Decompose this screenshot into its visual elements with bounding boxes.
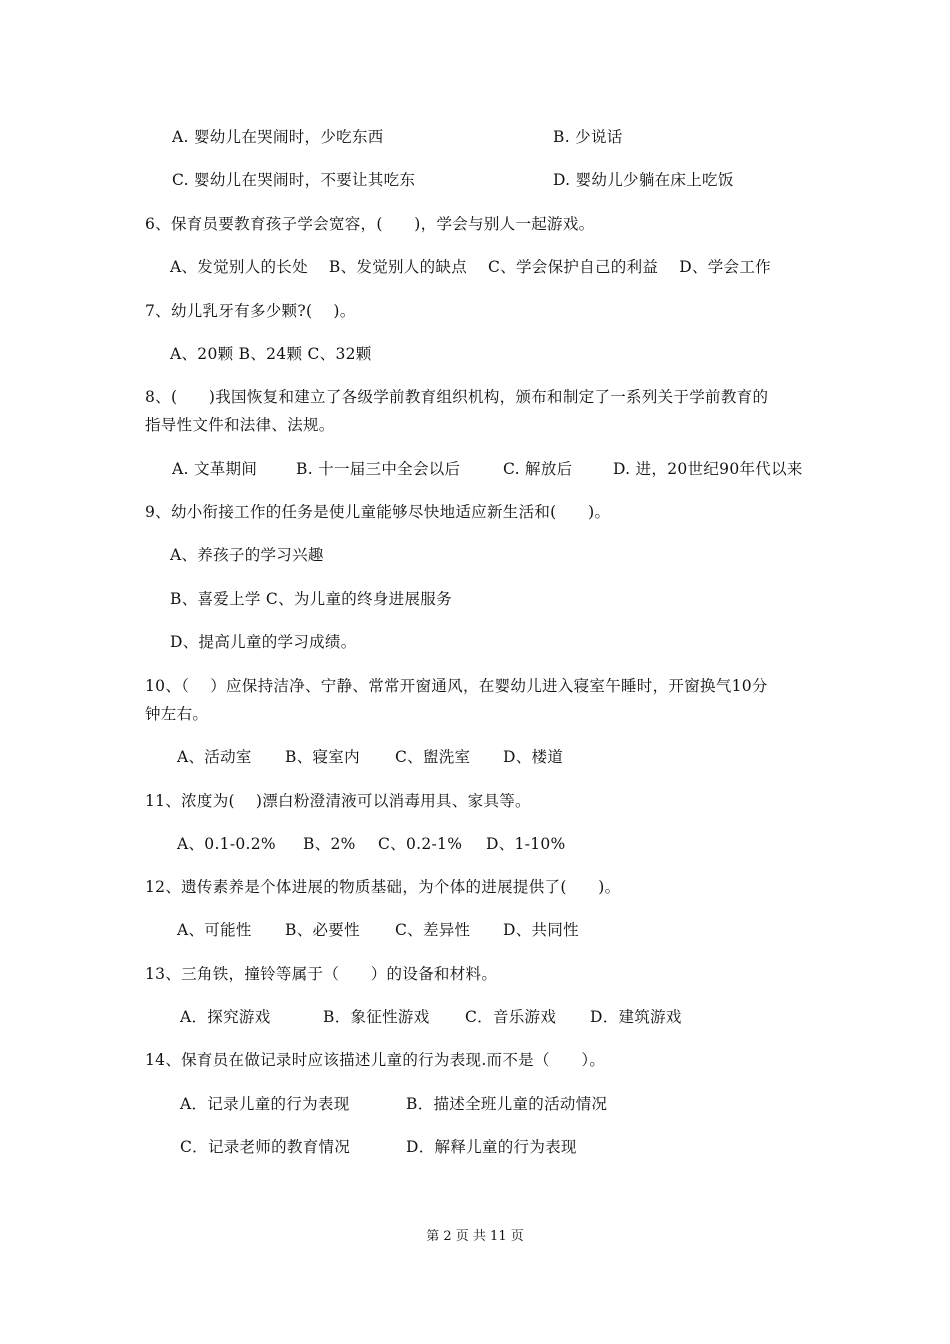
q11-option-a: A、0.1-0.2% [177,835,276,853]
q13-stem: 13、三角铁，撞铃等属于（ ）的设备和材料。 [145,965,498,983]
q10-option-b: B、寝室内 [285,748,360,766]
q14-stem: 14、保育员在做记录时应该描述儿童的行为表现.而不是（ ）。 [145,1051,606,1069]
q11-option-c: C、0.2-1% [378,835,463,853]
q9-option-d: D、提高儿童的学习成绩。 [170,633,357,651]
q7-options: A、20颗 B、24颗 C、32颗 [170,345,372,363]
q5-option-a: A. 婴幼儿在哭闹时，少吃东西 [172,128,384,146]
q8-option-b: B. 十一届三中全会以后 [296,460,461,478]
q9-option-a: A、养孩子的学习兴趣 [170,546,324,564]
q8-option-c: C. 解放后 [503,460,573,478]
q13-option-b: B．象征性游戏 [323,1008,430,1026]
q8-stem-line1: 8、( )我国恢复和建立了各级学前教育组织机构，颁布和制定了一系列关于学前教育的 [145,388,769,406]
q14-option-a: A．记录儿童的行为表现 [180,1095,350,1113]
q12-option-a: A、可能性 [177,921,252,939]
q12-option-c: C、差异性 [395,921,471,939]
q10-option-c: C、盥洗室 [395,748,471,766]
q14-option-c: C．记录老师的教育情况 [180,1138,351,1156]
q9-option-b-c: B、喜爱上学 C、为儿童的终身进展服务 [170,590,452,608]
q12-stem: 12、遗传素养是个体进展的物质基础，为个体的进展提供了( )。 [145,878,621,896]
q13-option-d: D．建筑游戏 [590,1008,682,1026]
q12-option-d: D、共同性 [503,921,579,939]
q11-option-b: B、2% [303,835,356,853]
q10-option-d: D、楼道 [503,748,564,766]
q5-option-c: C. 婴幼儿在哭闹时，不要让其吃东 [172,171,416,189]
q14-option-d: D．解释儿童的行为表现 [406,1138,577,1156]
q9-stem: 9、幼小衔接工作的任务是使儿童能够尽快地适应新生活和( )。 [145,503,611,521]
q11-stem: 11、浓度为( )漂白粉澄清液可以消毒用具、家具等。 [145,792,531,810]
q8-stem-line2: 指导性文件和法律、法规。 [145,416,335,434]
q5-option-d: D. 婴幼儿少躺在床上吃饭 [553,171,734,189]
q6-stem: 6、保育员要教育孩子学会宽容，( )，学会与别人一起游戏。 [145,215,595,233]
q11-option-d: D、1-10% [486,835,566,853]
q13-option-a: A．探究游戏 [180,1008,271,1026]
q10-stem-line1: 10、（ ）应保持洁净、宁静、常常开窗通风，在婴幼儿进入寝室午睡时，开窗换气10分 [145,677,768,695]
q10-option-a: A、活动室 [177,748,252,766]
q14-option-b: B．描述全班儿童的活动情况 [406,1095,608,1113]
q5-option-b: B. 少说话 [553,128,623,146]
q6-options: A、发觉别人的长处 B、发觉别人的缺点 C、学会保护自己的利益 D、学会工作 [170,258,771,276]
page-number-footer: 第 2 页 共 11 页 [426,1229,524,1244]
q7-stem: 7、幼儿乳牙有多少颗?( )。 [145,302,356,320]
q10-stem-line2: 钟左右。 [145,705,209,723]
q8-option-d: D. 进，20世纪90年代以来 [613,460,803,478]
q12-option-b: B、必要性 [285,921,360,939]
q13-option-c: C．音乐游戏 [465,1008,557,1026]
q8-option-a: A. 文革期间 [172,460,258,478]
